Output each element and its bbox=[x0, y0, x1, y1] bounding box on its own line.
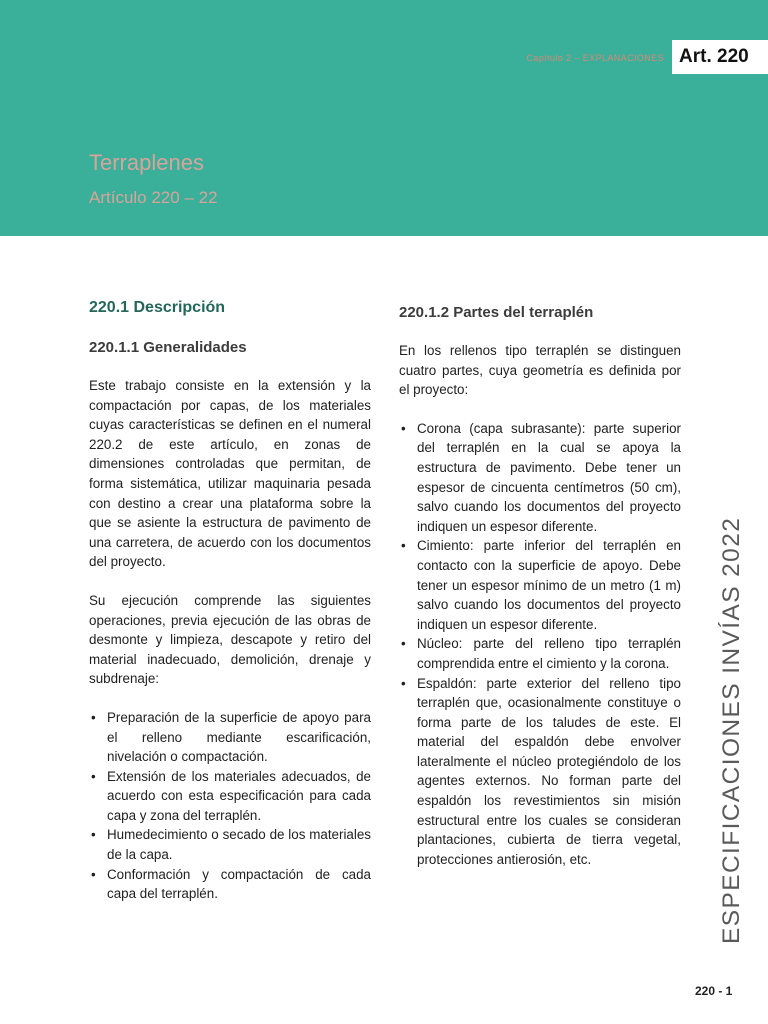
section-heading: 220.1 Descripción bbox=[89, 299, 226, 316]
list-item bbox=[399, 536, 681, 634]
list-item bbox=[399, 674, 681, 870]
list-item bbox=[89, 825, 371, 864]
list-item-text: Humedecimiento o secado de los materiales de la capa. bbox=[107, 827, 371, 863]
list-item-text: Extensión de los materiales adecuados, de acuerdo con esta especificación para cada capa y zona del terraplén. bbox=[107, 768, 371, 823]
bullet-icon: • bbox=[401, 420, 406, 436]
bullet-icon: • bbox=[91, 866, 96, 882]
chapter-label: Capítulo 2 – EXPLANACIONES bbox=[526, 53, 664, 63]
paragraph: Su ejecución comprende las siguientes operaciones, previa ejecución de las obras de desmonte y limpieza, descapote y retiro del material inadecuado, demolición, drenaje y subdrenaje: bbox=[89, 592, 371, 687]
list-item-text: Preparación de la superficie de apoyo para el relleno mediante escarificación, nivelación o compactación. bbox=[107, 709, 371, 765]
list-item bbox=[399, 634, 681, 673]
list-item-text: Conformación y compactación de cada capa del terraplén. bbox=[107, 866, 371, 902]
list-item bbox=[89, 708, 371, 767]
bullet-icon: • bbox=[91, 827, 96, 843]
bullet-icon: • bbox=[91, 709, 96, 725]
bullet-icon: • bbox=[401, 675, 406, 691]
subsection-heading: 220.1.2 Partes del terraplén bbox=[399, 304, 594, 321]
side-label: ESPECIFICACIONES INVÍAS 2022 bbox=[718, 516, 745, 944]
list-item-text: Espaldón: parte exterior del relleno tipo terraplén que, ocasionalmente constituye o forma parte de los taludes de este. El material del espaldón debe envolver lateralmente el núcleo protegiéndolo de los agentes externos. No forman parte del espaldón los revestimientos sin misión estructural entre los cuales se consideran plantaciones, cubierta de tierra vegetal, protecciones antierosión, etc. bbox=[417, 675, 681, 867]
page-subtitle: Artículo 220 – 22 bbox=[89, 188, 218, 207]
article-tag-label: Art. 220 bbox=[679, 46, 749, 67]
list-item-text: Cimiento: parte inferior del terraplén en contacto con la superficie de apoyo. Debe tener un espesor mínimo de un metro (1 m) salvo cuando los documentos del proyecto indiquen un espesor diferente. bbox=[417, 538, 681, 632]
bullet-list bbox=[399, 419, 681, 870]
list-item-text: Corona (capa subrasante): parte superior del terraplén en la cual se apoya la estructura de pavimento. Debe tener un espesor de cincuenta centímetros (50 cm), salvo cuando los documentos del proyecto indiquen un espesor diferente. bbox=[417, 420, 681, 534]
list-item bbox=[399, 419, 681, 537]
subsection-heading: 220.1.1 Generalidades bbox=[89, 339, 247, 356]
bullet-icon: • bbox=[401, 538, 406, 554]
right-column bbox=[399, 299, 681, 869]
paragraph: En los rellenos tipo terraplén se distinguen cuatro partes, cuya geometría es definida por el proyecto: bbox=[399, 343, 681, 398]
page-number: 220 - 1 bbox=[695, 984, 733, 998]
bullet-list bbox=[89, 708, 371, 904]
list-item-text: Núcleo: parte del relleno tipo terraplén comprendida entre el cimiento y la corona. bbox=[417, 636, 681, 671]
article-tag bbox=[672, 40, 768, 74]
page-title: Terraplenes bbox=[89, 150, 204, 175]
list-item bbox=[89, 865, 371, 904]
header-band bbox=[0, 0, 768, 236]
left-column bbox=[89, 299, 371, 904]
list-item bbox=[89, 767, 371, 826]
bullet-icon: • bbox=[91, 768, 96, 784]
paragraph: Este trabajo consiste en la extensión y la compactación por capas, de los materiales cuyas características se definen en el numeral 220.2 de este artículo, en zonas de dimensiones controladas que permitan, de forma sistemática, utilizar maquinaria pesada con destino a crear una plataforma sobre la que se asiente la estructura de pavimento de una carretera, de acuerdo con los documentos del proyecto. bbox=[89, 378, 371, 570]
bullet-icon: • bbox=[401, 636, 406, 652]
